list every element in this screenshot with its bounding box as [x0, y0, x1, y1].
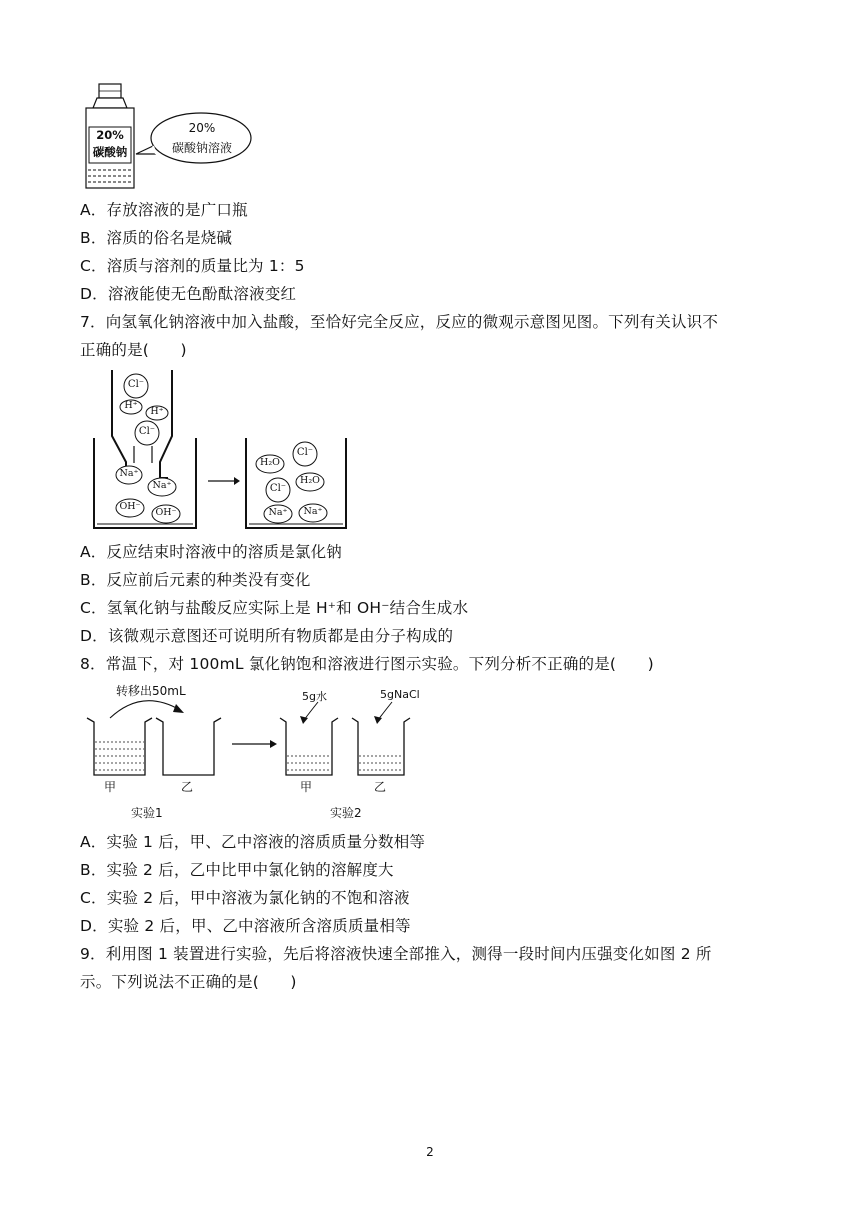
beaker-jia-label: 甲: [104, 780, 117, 794]
particle-label: H₂O: [300, 475, 320, 486]
q8-stem: 8．常温下，对 100mL 氯化钠饱和溶液进行图示实验。下列分析不正确的是( ): [80, 655, 654, 673]
beaker-jia-label: 甲: [300, 780, 313, 794]
q9-stem-line1: 9．利用图 1 装置进行实验，先后将溶液快速全部推入，测得一段时间内压强变化如图 2 所: [80, 945, 712, 963]
particle-label: Na⁺: [303, 506, 323, 517]
q6-option-a: A．存放溶液的是广口瓶: [80, 201, 248, 219]
beaker-yi-label: 乙: [374, 780, 387, 794]
ion-label: OH⁻: [155, 507, 177, 518]
q9-stem-line2: 示。下列说法不正确的是( ): [80, 973, 297, 991]
q8-option-c: C．实验 2 后，甲中溶液为氯化钠的不饱和溶液: [80, 889, 410, 907]
q8-beaker-diagram: [82, 680, 442, 820]
ion-label: OH⁻: [119, 501, 141, 512]
page-number: 2: [426, 1145, 434, 1159]
water-label: 5g水: [302, 690, 327, 703]
experiment-1-label: 实验1: [131, 806, 163, 820]
nacl-label: 5gNaCl: [380, 688, 420, 701]
ion-label: Cl⁻: [127, 379, 145, 390]
beaker-yi-label: 乙: [181, 780, 194, 794]
bubble-percent: 20%: [188, 121, 216, 135]
q8-option-b: B．实验 2 后，乙中比甲中氯化钠的溶解度大: [80, 861, 394, 879]
q6-option-c: C．溶质与溶剂的质量比为 1：5: [80, 257, 305, 275]
bottle-label-name: 碳酸钠: [92, 145, 128, 159]
bubble-name: 碳酸钠溶液: [171, 141, 232, 155]
q8-option-d: D．实验 2 后，甲、乙中溶液所含溶质质量相等: [80, 917, 411, 935]
ion-label: Na⁺: [152, 480, 172, 491]
q7-option-d: D．该微观示意图还可说明所有物质都是由分子构成的: [80, 627, 454, 645]
q6-option-d: D．溶液能使无色酚酞溶液变红: [80, 285, 297, 303]
q7-stem-line1: 7．向氢氧化钠溶液中加入盐酸，至恰好完全反应，反应的微观示意图见图。下列有关认识不: [80, 313, 719, 331]
q7-option-b: B．反应前后元素的种类没有变化: [80, 571, 311, 589]
q6-option-b: B．溶质的俗名是烧碱: [80, 229, 233, 247]
ion-label: Na⁺: [119, 468, 139, 479]
ion-label: H⁺: [124, 400, 138, 411]
particle-label: Cl⁻: [269, 483, 287, 494]
q7-option-a: A．反应结束时溶液中的溶质是氯化钠: [80, 543, 343, 561]
particle-label: Na⁺: [268, 507, 288, 518]
q7-stem-line2: 正确的是( ): [80, 341, 187, 359]
ion-label: H⁺: [150, 406, 164, 417]
q8-option-a: A．实验 1 后，甲、乙中溶液的溶质质量分数相等: [80, 833, 426, 851]
experiment-2-label: 实验2: [330, 806, 362, 820]
particle-label: Cl⁻: [296, 447, 314, 458]
ion-label: Cl⁻: [138, 426, 156, 437]
transfer-label: 转移出50mL: [116, 684, 186, 698]
particle-label: H₂O: [260, 457, 280, 468]
bottle-label-percent: 20%: [96, 128, 124, 142]
q7-option-c: C．氢氧化钠与盐酸反应实际上是 H⁺和 OH⁻结合生成水: [80, 599, 469, 617]
